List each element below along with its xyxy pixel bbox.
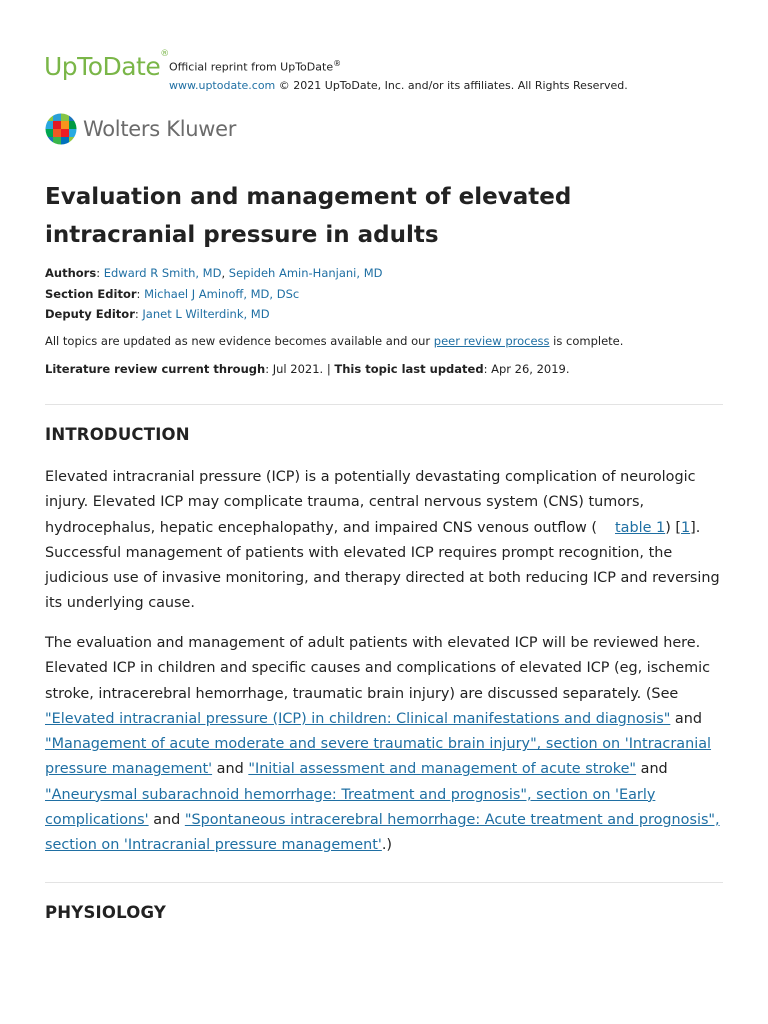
uptodate-registered-mark: ® — [160, 48, 169, 59]
uptodate-site-link[interactable]: www.uptodate.com — [169, 78, 276, 92]
reprint-notice — [169, 55, 628, 95]
deputy-editor-row: Deputy Editor: Janet L Wilterdink, MD — [45, 307, 270, 321]
uptodate-logo-text: UpToDate — [44, 52, 161, 81]
lit-review-value: : Jul 2021. | — [265, 362, 335, 376]
wolters-kluwer-wordmark: Wolters Kluwer — [83, 117, 237, 141]
wolters-kluwer-logo[interactable] — [45, 113, 236, 145]
introduction-paragraph-1 — [45, 465, 725, 617]
authors-row: Authors: Edward R Smith, MD, Sepideh Amin-Hanjani, MD — [45, 266, 383, 280]
intro-text: Elevated intracranial pressure (ICP) is a potentially devastating complication of neurologic injury. Elevated ICP may complicate trauma, central nervous system (CNS) tumors, hydrocephalus, hepatic encephalopathy, and impaired CNS venous outflow ( — [45, 469, 696, 536]
authors-label: Authors — [45, 266, 97, 280]
introduction-paragraph-2 — [45, 631, 725, 859]
intro-text: ]. Successful management of patients with elevated ICP requires prompt recognition, the judicious use of invasive monitoring, and therapy directed at both reducing ICP and reversing its underlying cause. — [45, 519, 720, 612]
update-text-before: All topics are updated as new evidence becomes available and our — [45, 334, 434, 348]
author-link[interactable]: Edward R Smith, MD — [103, 266, 222, 280]
reference-1-link[interactable]: 1 — [681, 519, 691, 536]
update-notice — [45, 332, 623, 350]
conjunction-text: and — [670, 710, 702, 727]
uptodate-logo[interactable] — [44, 48, 169, 81]
intro-text: The evaluation and management of adult patients with elevated ICP will be reviewed here. Elevated ICP in children and specific causes and complications of elevated ICP (eg, ischemic stroke, intracerebral hemorrhage, traumatic brain injury) are discussed separately. (See — [45, 635, 711, 702]
article-title: Evaluation and management of elevated intracranial pressure in adults — [45, 184, 572, 248]
topic-link-subarachnoid-hemorrhage[interactable]: "Aneurysmal subarachnoid hemorrhage: Treatment and prognosis", section on 'Early complications' — [45, 786, 656, 829]
lit-review-label: Literature review current through — [45, 362, 266, 376]
section-divider — [45, 882, 723, 883]
conjunction-text: and — [148, 812, 185, 829]
review-dates — [45, 360, 570, 378]
copyright-text: © 2021 UpToDate, Inc. and/or its affiliates. All Rights Reserved. — [275, 78, 628, 92]
last-updated-value: : Apr 26, 2019. — [483, 362, 570, 376]
topic-link-tbi-management[interactable]: "Management of acute moderate and severe traumatic brain injury", section on 'Intracranial pressure management' — [45, 736, 712, 778]
reprint-registered-mark: ® — [333, 59, 342, 68]
article-meta — [45, 263, 382, 325]
conjunction-text: and — [212, 761, 249, 778]
deputy-editor-label: Deputy Editor — [45, 307, 135, 321]
introduction-heading: INTRODUCTION — [45, 425, 190, 444]
closing-text: .) — [381, 837, 393, 854]
section-editor-row: Section Editor: Michael J Aminoff, MD, DSc — [45, 286, 300, 301]
topic-link-intracerebral-hemorrhage[interactable]: "Spontaneous intracerebral hemorrhage: Acute treatment and prognosis", section on 'Intracranial pressure management' — [45, 812, 720, 854]
topic-link-acute-stroke[interactable]: "Initial assessment and management of acute stroke" — [248, 761, 637, 778]
wolters-kluwer-mosaic-icon — [45, 113, 77, 145]
last-updated-label: This topic last updated — [334, 362, 484, 376]
deputy-editor-link[interactable]: Janet L Wilterdink, MD — [142, 307, 270, 321]
author-link[interactable]: Sepideh Amin-Hanjani, MD — [228, 266, 383, 280]
section-divider — [45, 404, 723, 405]
intro-text: ) [ — [665, 519, 682, 536]
topic-link-icp-children[interactable]: "Elevated intracranial pressure (ICP) in children: Clinical manifestations and diagnosis" — [45, 710, 671, 727]
peer-review-link[interactable]: peer review process — [433, 334, 550, 348]
section-editor-label: Section Editor — [45, 286, 137, 301]
section-editor-link[interactable]: Michael J Aminoff, MD, DSc — [144, 286, 300, 301]
table-1-link[interactable]: table 1 — [615, 519, 666, 536]
update-text-after: is complete. — [549, 334, 624, 348]
physiology-heading: PHYSIOLOGY — [45, 903, 166, 922]
table-graphic-icon — [599, 523, 613, 533]
conjunction-text: and — [636, 761, 668, 778]
reprint-line: Official reprint from UpToDate — [169, 60, 334, 74]
